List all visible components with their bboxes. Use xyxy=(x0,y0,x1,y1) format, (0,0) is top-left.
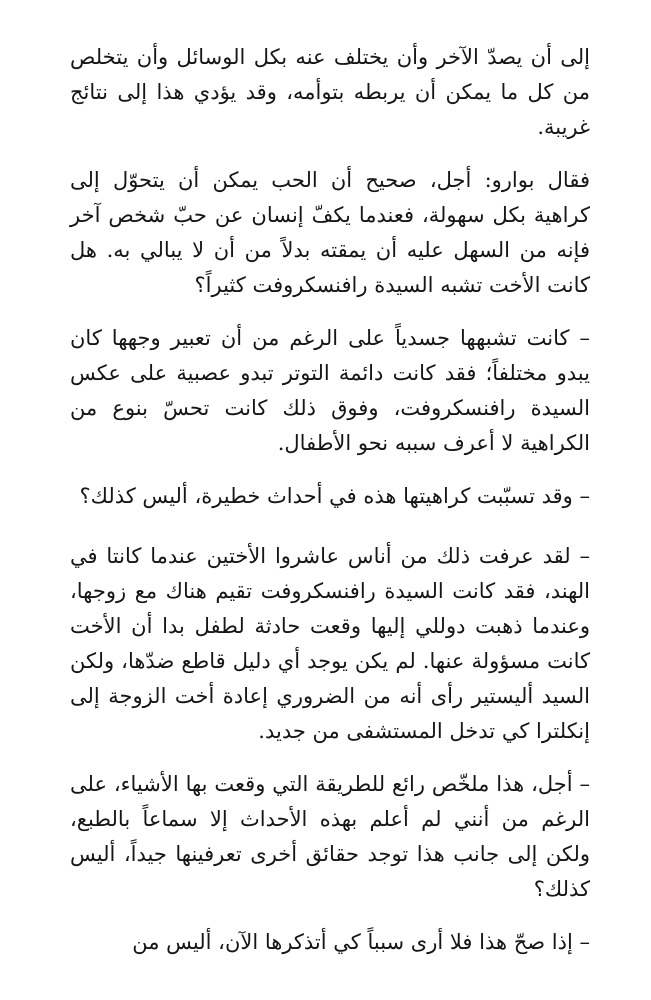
paragraph-7: – إذا صحّ هذا فلا أرى سبباً كي أتذكرها الآن، أليس من xyxy=(132,930,590,954)
paragraph-1: إلى أن يصدّ الآخر وأن يختلف عنه بكل الوسائل وأن يتخلص من كل ما يمكن أن يربطه بتوأمه، وقد يؤدي هذا إلى نتائج غريبة. xyxy=(70,45,590,139)
paragraph-3: – كانت تشبهها جسدياً على الرغم من أن تعبير وجهها كان يبدو مختلفاً؛ فقد كانت دائمة التوتر تبدو عصبية على عكس السيدة رافنسكروفت، وفوق ذلك كانت تحسّ بنوع من الكراهية لا أعرف سببه نحو الأطفال. xyxy=(70,326,590,455)
paragraph-2: فقال بوارو: أجل، صحيح أن الحب يمكن أن يتحوّل إلى كراهية بكل سهولة، فعندما يكفّ إنسان عن حبّ شخص آخر فإنه من السهل عليه أن يمقته بدلاً من أن لا يبالي به. هل كانت الأخت تشبه السيدة رافنسكروفت كثيراً؟ xyxy=(70,168,590,297)
book-page xyxy=(70,40,590,960)
paragraph-5: – لقد عرفت ذلك من أناس عاشروا الأختين عندما كانتا في الهند، فقد كانت السيدة رافنسكروفت تقيم هناك مع زوجها، وعندما ذهبت دوللي إليها وقعت حادثة لطفل بدا أن الأخت كانت مسؤولة عنها. لم يكن يوجد أي دليل قاطع ضدّها، ولكن السيد أليستير رأى أنه من الضروري إعادة أخت الزوجة إلى إنكلترا كي تدخل المستشفى من جديد. xyxy=(70,544,590,743)
paragraph-4: – وقد تسبّبت كراهيتها هذه في أحداث خطيرة، أليس كذلك؟ xyxy=(79,484,590,508)
paragraph-6: – أجل، هذا ملخّص رائع للطريقة التي وقعت بها الأشياء، على الرغم من أنني لم أعلم بهذه الأحداث إلا سماعاً بالطبع، ولكن إلى جانب هذا توجد حقائق أخرى تعرفينها جيداً، أليس كذلك؟ xyxy=(70,772,590,901)
